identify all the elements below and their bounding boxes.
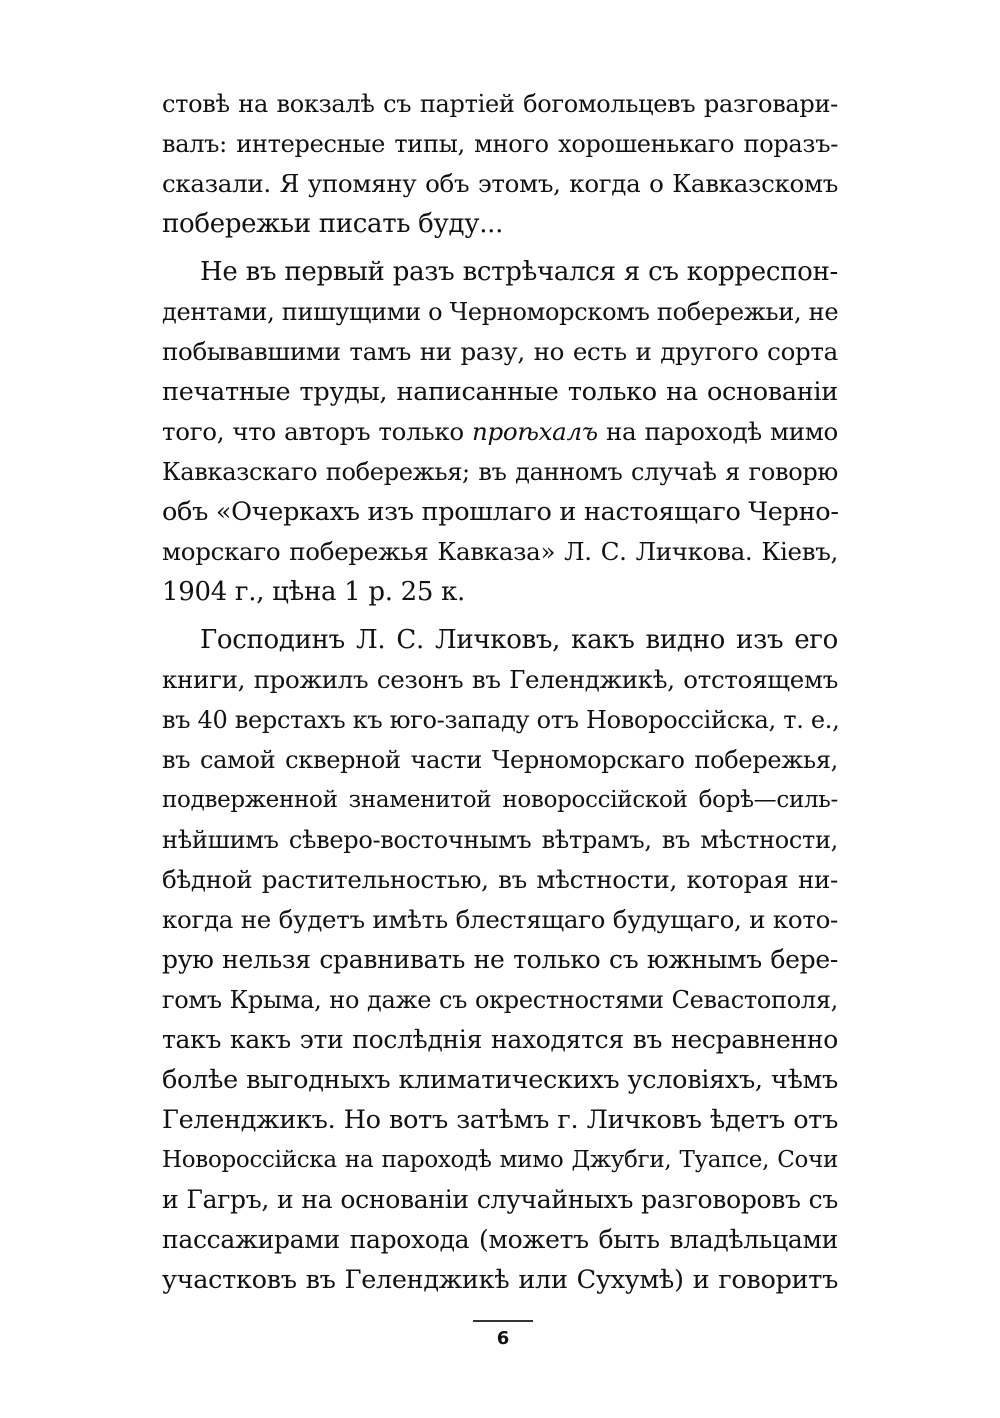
text-line: побывавшими тамъ ни разу, но есть и другого сорта [162,337,838,366]
paragraph-1 [162,84,838,244]
text-line: въ самой скверной части Черноморскаго побережья, [162,746,838,774]
text-line: въ 40 верстахъ къ юго-западу отъ Новороссійска, т. е., [162,706,840,734]
text-line: рую нельзя сравнивать не только съ южнымъ бере- [162,945,838,974]
text-line: Геленджикъ. Но вотъ затѣмъ г. Личковъ ѣдетъ отъ [162,1105,838,1135]
text-line: стовѣ на вокзалѣ съ партіей богомольцевъ разговари- [162,90,838,118]
text-line: сказали. Я упомяну объ этомъ, когда о Кавказскомъ [162,169,838,198]
text-line: 1904 г., цѣна 1 р. 25 к. [162,577,465,607]
text-line: бѣдной растительностью, въ мѣстности, которая ни- [162,865,838,894]
page-number: 6 [496,1328,510,1349]
text-line: печатные труды, написанные только на основаніи [162,377,838,407]
text-line-with-italic [162,412,838,452]
text-line: болѣе выгодныхъ климатическихъ условіяхъ, чѣмъ [162,1065,838,1095]
text-segment: на пароходѣ мимо [597,417,838,446]
text-line: и Гагръ, и на основаніи случайныхъ разговоровъ съ [162,1185,838,1214]
text-segment: того, что авторъ только [162,417,473,446]
text-line: пассажирами парохода (можетъ быть владѣльцами [162,1225,838,1254]
text-line: морскаго побережья Кавказа» Л. С. Личкова. Кіевъ, [162,537,838,566]
text-line: нѣйшимъ сѣверо-восточнымъ вѣтрамъ, въ мѣстности, [162,826,838,854]
text-line: дентами, пишущими о Черноморскомъ побережьи, не [162,298,839,326]
paragraph-3 [162,620,838,1300]
text-line: Господинъ Л. С. Личковъ, какъ видно изъ его [200,625,838,655]
paragraph-2 [162,252,838,612]
footer-divider [473,1320,533,1322]
text-line: такъ какъ эти послѣднія находятся въ несравненно [162,1025,838,1054]
text-line: книги, прожилъ сезонъ въ Геленджикѣ, отстоящемъ [162,665,838,694]
text-line: когда не будетъ имѣть блестящаго будущаго, и кото- [162,905,838,934]
text-line: объ «Очеркахъ изъ прошлаго и настоящаго Черно- [162,497,839,527]
page-text [162,84,838,1300]
text-line: валъ: интересные типы, много хорошенькаго поразъ- [162,130,838,158]
text-line: подверженной знаменитой новороссійской борѣ—силь- [162,787,838,813]
text-line: Не въ первый разъ встрѣчался я съ корреспон- [200,257,838,287]
text-line: Кавказскаго побережья; въ данномъ случаѣ я говорю [162,458,838,486]
text-line: участковъ въ Геленджикѣ или Сухумѣ) и говоритъ [162,1265,838,1295]
italic-word: проѣхалъ [472,417,598,446]
text-line: Новороссійска на пароходѣ мимо Джубги, Туапсе, Сочи [162,1147,838,1173]
text-line: гомъ Крыма, но даже съ окрестностями Севастополя, [162,986,838,1014]
text-line: побережьи писать буду... [162,209,504,239]
